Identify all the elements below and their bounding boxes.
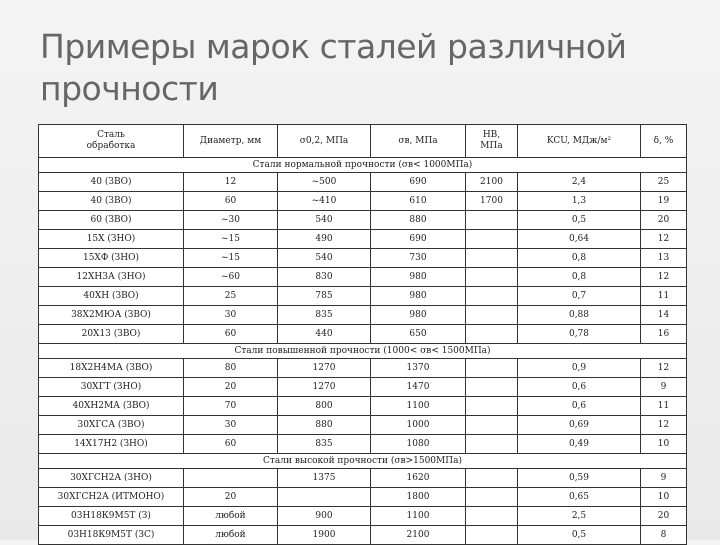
tensile-cell: 980 (371, 287, 466, 306)
yield-cell: ~500 (278, 173, 371, 192)
header-steel: Сталь обработка (39, 125, 184, 158)
tensile-cell: 730 (371, 249, 466, 268)
hardness-cell (466, 416, 518, 435)
elongation-cell: 20 (641, 507, 687, 526)
hardness-cell (466, 526, 518, 545)
elongation-cell: 12 (641, 230, 687, 249)
tensile-cell: 1000 (371, 416, 466, 435)
header-yield-strength: σ0,2, МПа (278, 125, 371, 158)
yield-cell: 800 (278, 397, 371, 416)
header-row (39, 125, 687, 158)
elongation-cell: 14 (641, 306, 687, 325)
steel-cell: 38Х2МЮА (ЗВО) (39, 306, 184, 325)
steel-cell: 30ХГСН2А (ИТМОНО) (39, 488, 184, 507)
diameter-cell: 20 (184, 488, 278, 507)
header-tensile-strength: σв, МПа (371, 125, 466, 158)
yield-cell: 540 (278, 211, 371, 230)
table-body (39, 158, 687, 545)
tensile-cell: 650 (371, 325, 466, 344)
elongation-cell: 10 (641, 488, 687, 507)
yield-cell: 900 (278, 507, 371, 526)
table-row (39, 249, 687, 268)
hardness-cell (466, 211, 518, 230)
kcu-cell: 0,59 (518, 469, 641, 488)
kcu-cell: 0,49 (518, 435, 641, 454)
kcu-cell: 2,5 (518, 507, 641, 526)
steel-cell: 40 (ЗВО) (39, 173, 184, 192)
kcu-cell: 1,3 (518, 192, 641, 211)
table-row (39, 211, 687, 230)
elongation-cell: 25 (641, 173, 687, 192)
steel-cell: 03Н18К9М5Т (ЗС) (39, 526, 184, 545)
tensile-cell: 690 (371, 230, 466, 249)
kcu-cell: 0,8 (518, 268, 641, 287)
hardness-cell (466, 249, 518, 268)
title-line-2: прочности (40, 69, 219, 108)
table-row (39, 287, 687, 306)
elongation-cell: 11 (641, 397, 687, 416)
group-header-row (39, 344, 687, 359)
tensile-cell: 980 (371, 306, 466, 325)
steel-cell: 18Х2Н4МА (ЗВО) (39, 359, 184, 378)
kcu-cell: 0,78 (518, 325, 641, 344)
yield-cell: 785 (278, 287, 371, 306)
tensile-cell: 1100 (371, 397, 466, 416)
hardness-cell (466, 325, 518, 344)
tensile-cell: 2100 (371, 526, 466, 545)
kcu-cell: 0,5 (518, 526, 641, 545)
yield-cell: 1270 (278, 359, 371, 378)
steel-cell: 30ХГСА (ЗВО) (39, 416, 184, 435)
diameter-cell: ~15 (184, 249, 278, 268)
hardness-cell: 1700 (466, 192, 518, 211)
tensile-cell: 880 (371, 211, 466, 230)
diameter-cell: 30 (184, 416, 278, 435)
steel-cell: 12ХН3А (ЗНО) (39, 268, 184, 287)
group-header-row (39, 454, 687, 469)
kcu-cell: 0,9 (518, 359, 641, 378)
steel-cell: 40 (ЗВО) (39, 192, 184, 211)
kcu-cell: 0,88 (518, 306, 641, 325)
hardness-cell (466, 488, 518, 507)
table-row (39, 230, 687, 249)
tensile-cell: 980 (371, 268, 466, 287)
elongation-cell: 8 (641, 526, 687, 545)
table-row (39, 435, 687, 454)
table-row (39, 306, 687, 325)
slide-title (40, 26, 680, 110)
diameter-cell: 70 (184, 397, 278, 416)
table-row (39, 192, 687, 211)
tensile-cell: 1100 (371, 507, 466, 526)
diameter-cell: 30 (184, 306, 278, 325)
header-elongation: δ, % (641, 125, 687, 158)
diameter-cell: 25 (184, 287, 278, 306)
hardness-cell (466, 306, 518, 325)
diameter-cell: ~60 (184, 268, 278, 287)
elongation-cell: 9 (641, 469, 687, 488)
diameter-cell: 12 (184, 173, 278, 192)
steel-cell: 40ХН (ЗВО) (39, 287, 184, 306)
diameter-cell: 60 (184, 192, 278, 211)
table-row (39, 359, 687, 378)
diameter-cell (184, 469, 278, 488)
group-title: Стали высокой прочности (σв>1500МПа) (39, 454, 687, 469)
tensile-cell: 610 (371, 192, 466, 211)
tensile-cell: 1800 (371, 488, 466, 507)
yield-cell: 1900 (278, 526, 371, 545)
kcu-cell: 2,4 (518, 173, 641, 192)
elongation-cell: 12 (641, 359, 687, 378)
hardness-cell (466, 268, 518, 287)
table-row (39, 469, 687, 488)
tensile-cell: 1620 (371, 469, 466, 488)
elongation-cell: 13 (641, 249, 687, 268)
steel-cell: 30ХГТ (ЗНО) (39, 378, 184, 397)
hardness-cell (466, 397, 518, 416)
header-hardness: НВ, МПа (466, 125, 518, 158)
table-row (39, 268, 687, 287)
yield-cell: 830 (278, 268, 371, 287)
hardness-cell: 2100 (466, 173, 518, 192)
hardness-cell (466, 469, 518, 488)
table-row (39, 378, 687, 397)
steel-cell: 03Н18К9М5Т (З) (39, 507, 184, 526)
elongation-cell: 11 (641, 287, 687, 306)
kcu-cell: 0,64 (518, 230, 641, 249)
diameter-cell: 20 (184, 378, 278, 397)
diameter-cell: любой (184, 507, 278, 526)
group-title: Стали повышенной прочности (1000< σв< 1500МПа) (39, 344, 687, 359)
steel-cell: 30ХГСН2А (ЗНО) (39, 469, 184, 488)
kcu-cell: 0,6 (518, 378, 641, 397)
yield-cell: 540 (278, 249, 371, 268)
steel-cell: 40ХН2МА (ЗВО) (39, 397, 184, 416)
elongation-cell: 20 (641, 211, 687, 230)
diameter-cell: ~30 (184, 211, 278, 230)
tensile-cell: 1370 (371, 359, 466, 378)
title-line-1: Примеры марок сталей различной (40, 27, 627, 66)
diameter-cell: 80 (184, 359, 278, 378)
group-header-row (39, 158, 687, 173)
elongation-cell: 12 (641, 416, 687, 435)
tensile-cell: 690 (371, 173, 466, 192)
yield-cell: 835 (278, 435, 371, 454)
elongation-cell: 9 (641, 378, 687, 397)
yield-cell: 440 (278, 325, 371, 344)
table-row (39, 507, 687, 526)
elongation-cell: 10 (641, 435, 687, 454)
steel-cell: 15Х (ЗНО) (39, 230, 184, 249)
table-row (39, 173, 687, 192)
yield-cell: 1270 (278, 378, 371, 397)
elongation-cell: 16 (641, 325, 687, 344)
diameter-cell: 60 (184, 435, 278, 454)
table-row (39, 488, 687, 507)
hardness-cell (466, 378, 518, 397)
kcu-cell: 0,65 (518, 488, 641, 507)
yield-cell: 880 (278, 416, 371, 435)
diameter-cell: ~15 (184, 230, 278, 249)
diameter-cell: любой (184, 526, 278, 545)
kcu-cell: 0,5 (518, 211, 641, 230)
table-row (39, 416, 687, 435)
steel-grades-table (38, 124, 687, 545)
group-title: Стали нормальной прочности (σв< 1000МПа) (39, 158, 687, 173)
yield-cell (278, 488, 371, 507)
header-diameter: Диаметр, мм (184, 125, 278, 158)
table-row (39, 397, 687, 416)
yield-cell: ~410 (278, 192, 371, 211)
table-row (39, 325, 687, 344)
steel-cell: 60 (ЗВО) (39, 211, 184, 230)
steel-cell: 15ХФ (ЗНО) (39, 249, 184, 268)
header-impact-toughness: KCU, МДж/м² (518, 125, 641, 158)
table-row (39, 526, 687, 545)
elongation-cell: 19 (641, 192, 687, 211)
elongation-cell: 12 (641, 268, 687, 287)
kcu-cell: 0,7 (518, 287, 641, 306)
hardness-cell (466, 435, 518, 454)
tensile-cell: 1080 (371, 435, 466, 454)
yield-cell: 490 (278, 230, 371, 249)
hardness-cell (466, 507, 518, 526)
hardness-cell (466, 359, 518, 378)
hardness-cell (466, 287, 518, 306)
tensile-cell: 1470 (371, 378, 466, 397)
kcu-cell: 0,8 (518, 249, 641, 268)
diameter-cell: 60 (184, 325, 278, 344)
steel-cell: 20Х13 (ЗВО) (39, 325, 184, 344)
steel-cell: 14Х17Н2 (ЗНО) (39, 435, 184, 454)
hardness-cell (466, 230, 518, 249)
yield-cell: 835 (278, 306, 371, 325)
yield-cell: 1375 (278, 469, 371, 488)
kcu-cell: 0,6 (518, 397, 641, 416)
kcu-cell: 0,69 (518, 416, 641, 435)
